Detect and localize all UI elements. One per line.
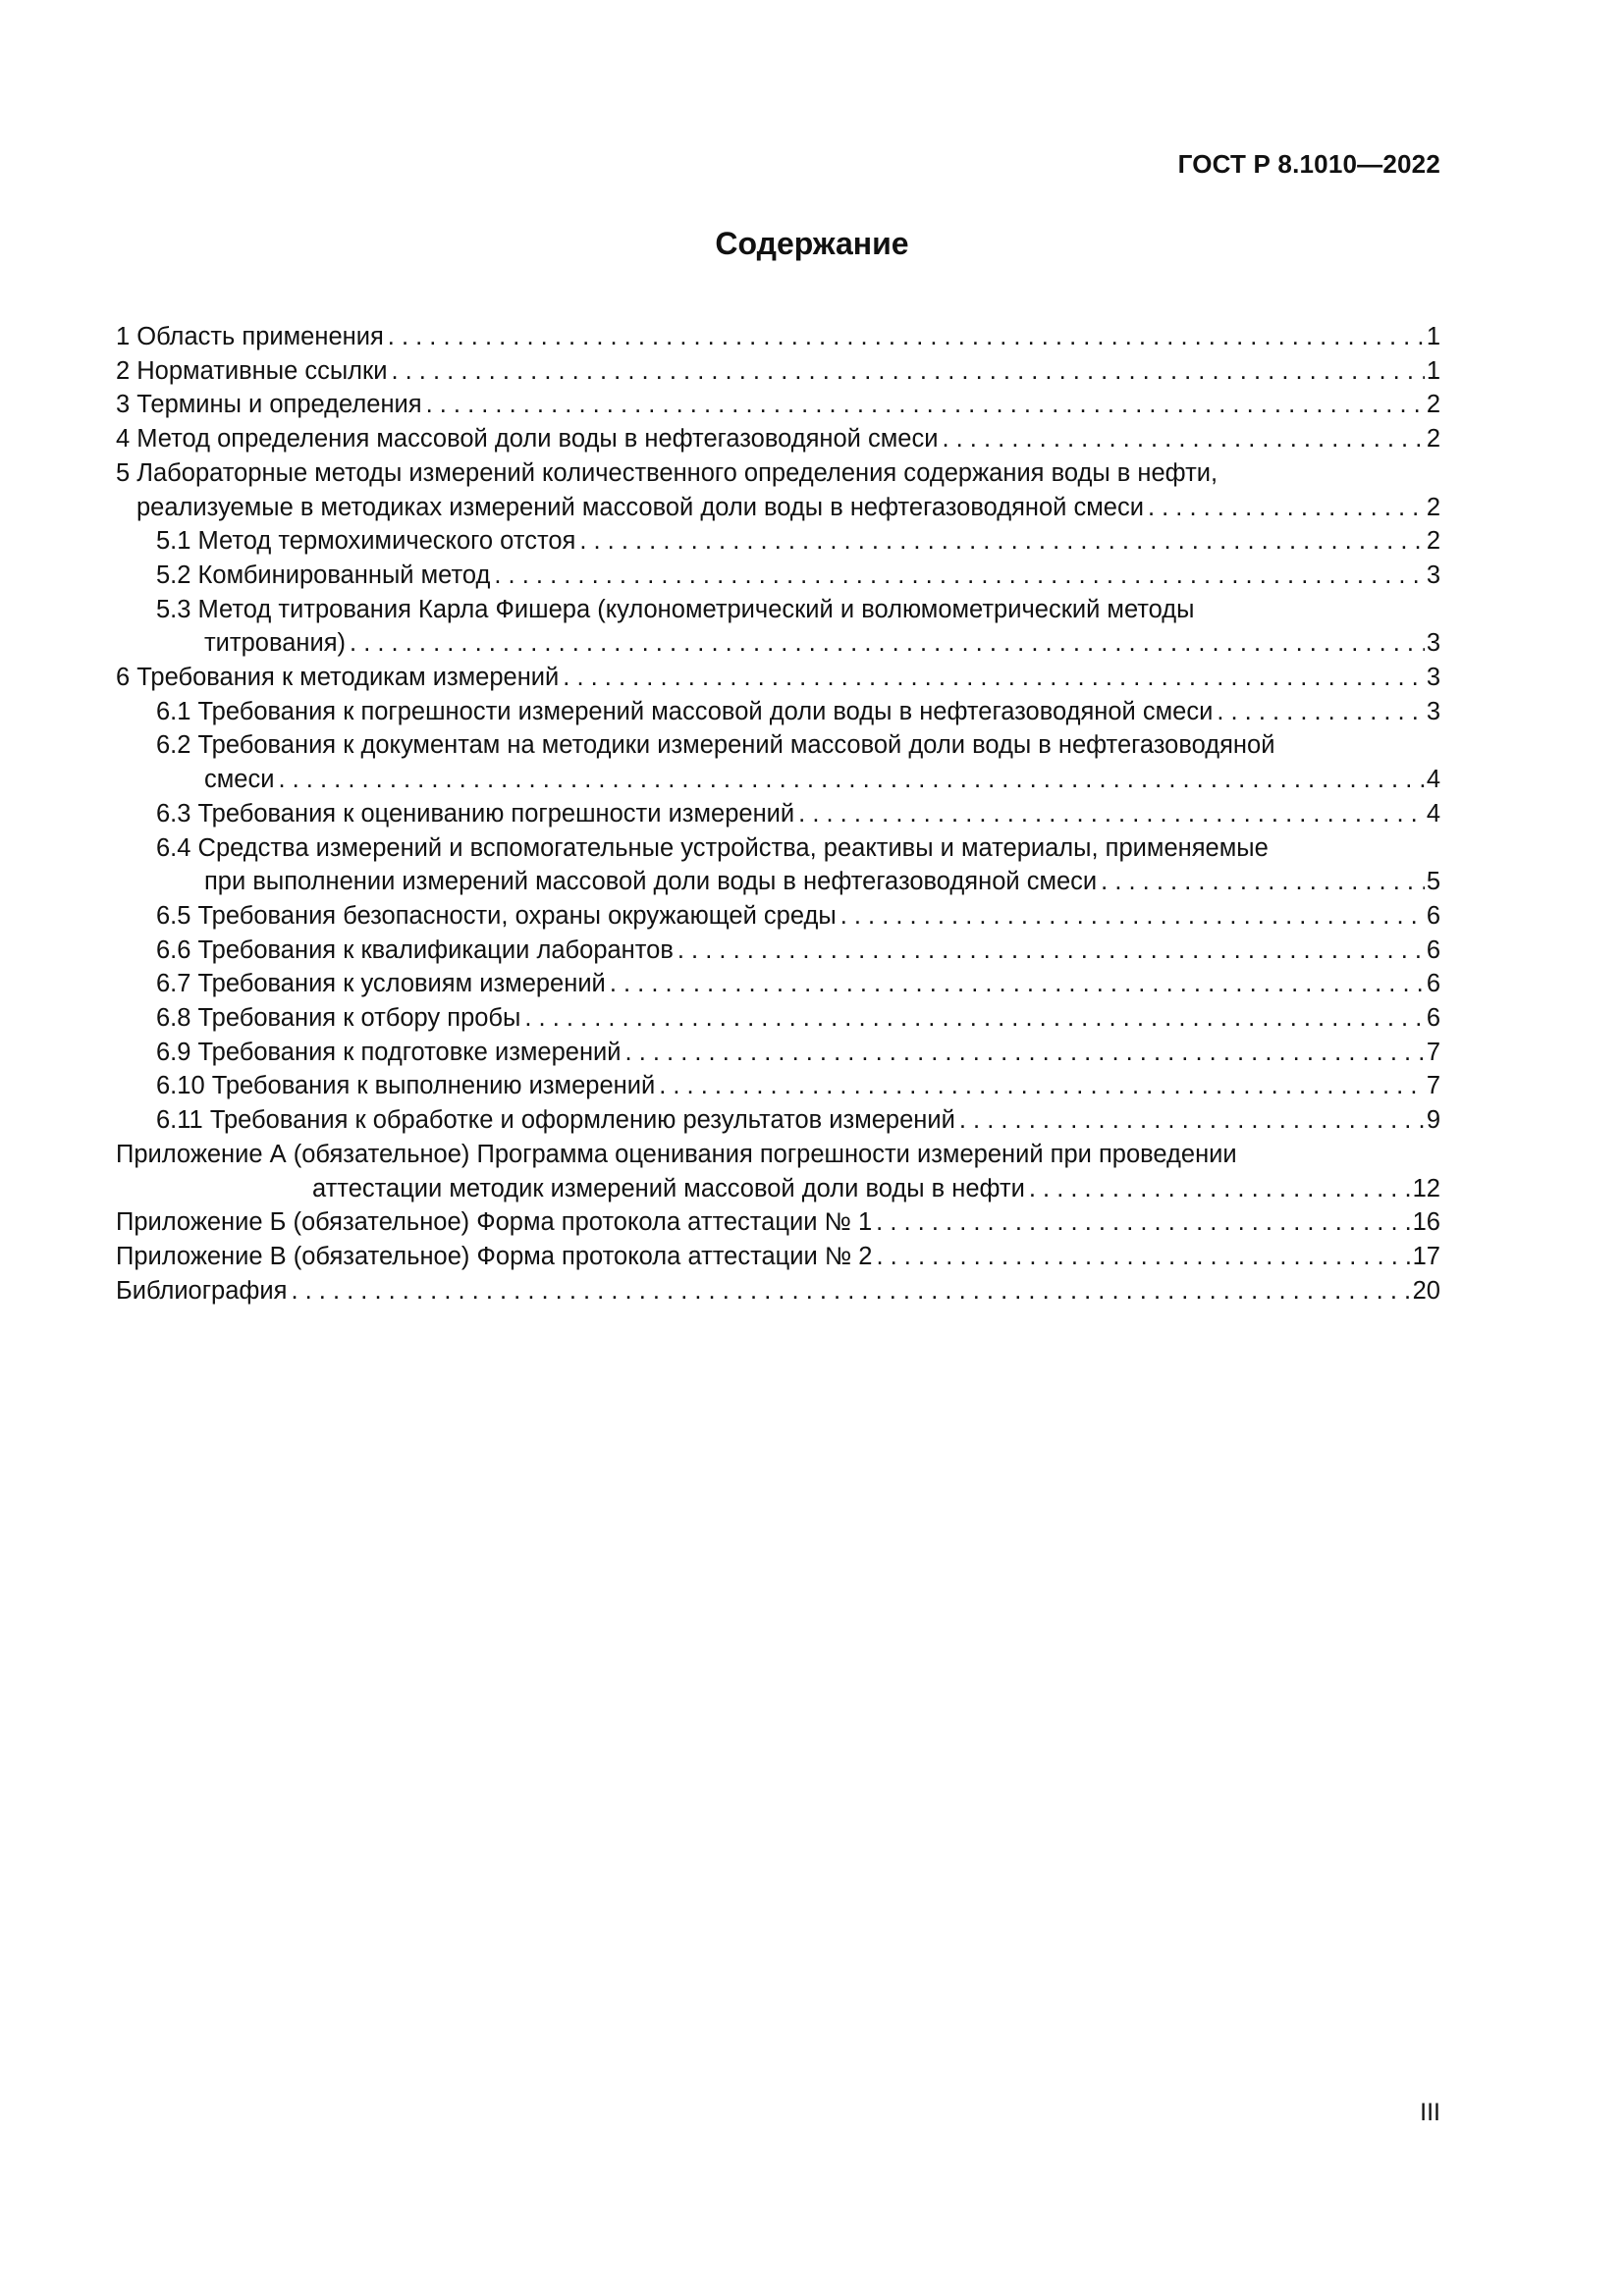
toc-entry-text: Библиография xyxy=(116,1276,288,1305)
toc-entry-text: 6.6 Требования к квалификации лаборантов xyxy=(156,935,674,964)
toc-page-number: 3 xyxy=(1426,629,1440,658)
toc-page-number: 6 xyxy=(1426,1004,1440,1033)
toc-page-number: 1 xyxy=(1426,323,1440,350)
toc-page-number: 4 xyxy=(1426,766,1440,794)
toc-dot-leader xyxy=(350,626,1425,661)
toc-page-number: 2 xyxy=(1426,527,1440,556)
toc-dot-leader xyxy=(840,899,1425,934)
toc-page-number: 6 xyxy=(1426,901,1440,930)
toc-entry[interactable] xyxy=(116,728,1440,796)
toc-entry-text: 6.7 Требования к условиям измерений xyxy=(156,970,606,998)
toc-dot-leader xyxy=(1148,491,1425,525)
toc-entry[interactable] xyxy=(116,559,1440,593)
toc-entry[interactable] xyxy=(116,593,1440,661)
toc-dot-leader xyxy=(426,388,1425,422)
toc-page-number: 2 xyxy=(1426,391,1440,419)
toc-entry[interactable] xyxy=(116,1103,1440,1138)
toc-dot-leader xyxy=(291,1274,1410,1308)
toc-entry-text: 6.3 Требования к оцениванию погрешности измерений xyxy=(156,799,795,828)
toc-page-number: 17 xyxy=(1412,1242,1440,1270)
toc-dot-leader xyxy=(579,524,1424,559)
toc-dot-leader xyxy=(659,1069,1425,1103)
toc-dot-leader xyxy=(876,1240,1410,1274)
toc-entry-text: Приложение Б (обязательное) Форма протокола аттестации № 1 xyxy=(116,1208,873,1237)
toc-page-number: 16 xyxy=(1412,1208,1440,1237)
toc-entry-text: 6.10 Требования к выполнению измерений xyxy=(156,1072,656,1100)
toc-entry[interactable] xyxy=(116,320,1440,354)
toc-entry-text: 4 Метод определения массовой доли воды в нефтегазоводяной смеси xyxy=(116,425,939,454)
toc-entry[interactable] xyxy=(116,456,1440,524)
toc-entry[interactable] xyxy=(116,388,1440,422)
toc-page-number: 12 xyxy=(1412,1174,1440,1202)
toc-dot-leader xyxy=(524,1001,1424,1036)
toc-entry-text: 2 Нормативные ссылки xyxy=(116,356,388,385)
toc-entry-text: 6.8 Требования к отбору пробы xyxy=(156,1004,521,1033)
toc-entry-text: 5 Лабораторные методы измерений количественного определения содержания воды в нефти, xyxy=(116,458,1218,487)
toc-dot-leader xyxy=(959,1103,1425,1138)
toc-entry-text: 6.9 Требования к подготовке измерений xyxy=(156,1038,622,1066)
toc-entry-text: при выполнении измерений массовой доли воды в нефтегазоводяной смеси xyxy=(204,868,1098,896)
toc-entry[interactable] xyxy=(116,695,1440,729)
toc-entry-text: 3 Термины и определения xyxy=(116,391,422,419)
toc-entry[interactable] xyxy=(116,1138,1440,1205)
toc-entry-text: Приложение А (обязательное) Программа оценивания погрешности измерений при проведении xyxy=(116,1140,1237,1168)
toc-entry[interactable] xyxy=(116,831,1440,899)
toc-page-number: 2 xyxy=(1426,493,1440,521)
toc-dot-leader xyxy=(610,967,1425,1001)
toc-dot-leader xyxy=(563,661,1425,695)
toc-entry[interactable] xyxy=(116,899,1440,934)
toc-title: Содержание xyxy=(715,226,909,261)
toc-dot-leader xyxy=(278,763,1424,797)
toc-page-number: 6 xyxy=(1426,935,1440,964)
toc-page-number: 3 xyxy=(1426,697,1440,725)
toc-entry[interactable] xyxy=(116,1036,1440,1070)
toc-dot-leader xyxy=(876,1205,1410,1240)
toc-entry[interactable] xyxy=(116,1069,1440,1103)
toc-entry-text: 6.2 Требования к документам на методики измерений массовой доли воды в нефтегазоводяной xyxy=(156,731,1275,760)
document-code: ГОСТ Р 8.1010—2022 xyxy=(1177,149,1440,179)
toc-entry-text: 1 Область применения xyxy=(116,323,384,350)
toc-entry-text: 6.4 Средства измерений и вспомогательные устройства, реактивы и материалы, применяемые xyxy=(156,833,1269,862)
toc-entry[interactable] xyxy=(116,1274,1440,1308)
toc-entry-text: 5.3 Метод титрования Карла Фишера (кулонометрический и волюмометрический методы xyxy=(156,595,1195,623)
toc-entry-text: Приложение В (обязательное) Форма протокола аттестации № 2 xyxy=(116,1242,873,1270)
toc-page-number: 3 xyxy=(1426,561,1440,589)
toc-dot-leader xyxy=(494,559,1424,593)
toc-page-number: 6 xyxy=(1426,970,1440,998)
toc-page-number: 20 xyxy=(1412,1276,1440,1305)
toc-entry[interactable] xyxy=(116,797,1440,831)
toc-entry[interactable] xyxy=(116,1001,1440,1036)
table-of-contents xyxy=(116,320,1440,1308)
toc-dot-leader xyxy=(677,934,1425,968)
toc-entry[interactable] xyxy=(116,1240,1440,1274)
toc-page-number: 4 xyxy=(1426,799,1440,828)
toc-dot-leader xyxy=(798,797,1425,831)
toc-page-number: 7 xyxy=(1426,1072,1440,1100)
toc-entry[interactable] xyxy=(116,1205,1440,1240)
toc-page-number: 5 xyxy=(1426,868,1440,896)
toc-page-number: 3 xyxy=(1426,664,1440,692)
toc-entry[interactable] xyxy=(116,524,1440,559)
toc-page-number: 7 xyxy=(1426,1038,1440,1066)
toc-entry[interactable] xyxy=(116,661,1440,695)
toc-entry-text: 6.11 Требования к обработке и оформлению результатов измерений xyxy=(156,1106,955,1135)
toc-page-number: 9 xyxy=(1426,1106,1440,1135)
toc-entry-text: 6.5 Требования безопасности, охраны окружающей среды xyxy=(156,901,837,930)
toc-entry-text: титрования) xyxy=(204,629,347,658)
toc-entry-text: 5.1 Метод термохимического отстоя xyxy=(156,527,576,556)
toc-entry[interactable] xyxy=(116,934,1440,968)
toc-entry-text: 6 Требования к методикам измерений xyxy=(116,664,560,692)
toc-page-number: 1 xyxy=(1426,356,1440,385)
toc-entry[interactable] xyxy=(116,354,1440,389)
toc-dot-leader xyxy=(388,320,1425,354)
toc-entry-text: аттестации методик измерений массовой доли воды в нефти xyxy=(312,1174,1025,1202)
toc-page-number: 2 xyxy=(1426,425,1440,454)
toc-entry-text: реализуемые в методиках измерений массовой доли воды в нефтегазоводяной смеси xyxy=(136,493,1144,521)
toc-entry[interactable] xyxy=(116,422,1440,456)
toc-entry-text: 5.2 Комбинированный метод xyxy=(156,561,491,589)
page-number: III xyxy=(1420,2099,1440,2126)
toc-dot-leader xyxy=(391,354,1424,389)
toc-entry[interactable] xyxy=(116,967,1440,1001)
toc-dot-leader xyxy=(625,1036,1425,1070)
toc-dot-leader xyxy=(1217,695,1424,729)
toc-dot-leader xyxy=(942,422,1424,456)
toc-entry-text: 6.1 Требования к погрешности измерений массовой доли воды в нефтегазоводяной смеси xyxy=(156,697,1214,725)
toc-dot-leader xyxy=(1029,1172,1411,1206)
toc-entry-text: смеси xyxy=(204,766,275,794)
toc-dot-leader xyxy=(1101,865,1425,899)
